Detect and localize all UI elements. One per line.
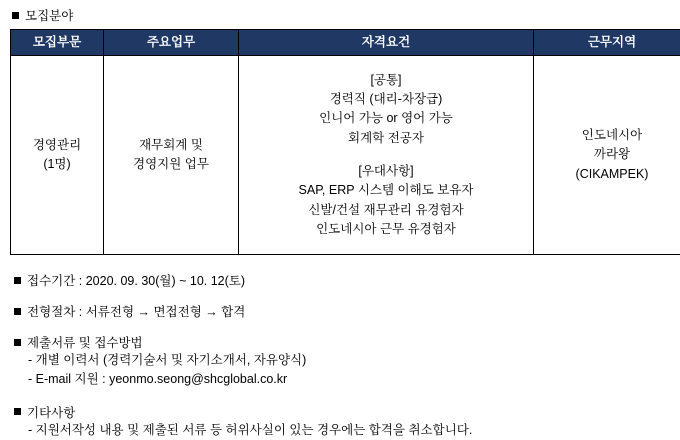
column-header-location: 근무지역	[534, 30, 680, 56]
note-title-row	[14, 271, 670, 289]
division-line-2: (1명)	[15, 155, 99, 174]
note-title-row	[14, 302, 670, 320]
note-title-label: 제출서류 및 접수방법	[27, 333, 143, 351]
square-bullet-icon	[14, 408, 21, 415]
table-row	[11, 56, 680, 255]
requirements-line-3: 인니어 가능 or 영어 가능	[243, 109, 529, 128]
location-line-2: 까라왕	[538, 145, 680, 164]
note-title-label: 기타사항	[27, 403, 75, 421]
location-line-1: 인도네시아	[538, 126, 680, 145]
note-submission-documents	[14, 333, 670, 390]
column-header-duties: 주요업무	[104, 30, 239, 56]
note-other-matters	[14, 403, 670, 440]
note-title-label: 접수기간 : 2020. 09. 30(월) ~ 10. 12(토)	[27, 271, 245, 289]
requirements-line-2: 경력직 (대리-차장급)	[243, 90, 529, 109]
requirements-line-6: [우대사항]	[243, 162, 529, 181]
note-title-label: 전형절차 : 서류전형 → 면접전형 → 합격	[27, 302, 245, 320]
note-line-email: - E-mail 지원 : yeonmo.seong@shcglobal.co.kr	[28, 370, 670, 389]
column-header-requirements: 자격요건	[239, 30, 534, 56]
requirements-line-9: 인도네시아 근무 유경험자	[243, 220, 529, 239]
cell-location	[534, 56, 680, 255]
recruit-table	[10, 29, 680, 255]
requirements-line-8: 신발/건설 재무관리 유경험자	[243, 201, 529, 220]
table-header-row	[11, 30, 680, 56]
square-bullet-icon	[14, 339, 21, 346]
note-title-row	[14, 403, 670, 421]
location-line-3: (CIKAMPEK)	[538, 165, 680, 184]
section-heading-recruit-field	[12, 6, 670, 24]
note-line-resume: - 개별 이력서 (경력기술서 및 자기소개서, 자유양식)	[28, 351, 670, 370]
note-application-period	[14, 271, 670, 289]
requirements-spacer	[243, 148, 529, 162]
square-bullet-icon	[14, 308, 21, 315]
requirements-line-1: [공통]	[243, 71, 529, 90]
cell-requirements	[239, 56, 534, 255]
notes-section	[10, 271, 670, 440]
duties-line-1: 재무회계 및	[108, 136, 234, 155]
note-line-disclaimer: - 지원서작성 내용 및 제출된 서류 등 허위사실이 있는 경우에는 합격을 취소합니다.	[28, 421, 670, 440]
square-bullet-icon	[12, 12, 19, 19]
note-title-row	[14, 333, 670, 351]
table-header	[11, 30, 680, 56]
requirements-line-4: 회계학 전공자	[243, 129, 529, 148]
square-bullet-icon	[14, 277, 21, 284]
cell-duties	[104, 56, 239, 255]
column-header-division: 모집부문	[11, 30, 104, 56]
section-heading-label: 모집분야	[25, 6, 73, 24]
duties-line-2: 경영지원 업무	[108, 155, 234, 174]
requirements-line-7: SAP, ERP 시스템 이해도 보유자	[243, 181, 529, 200]
table-body	[11, 56, 680, 255]
division-line-1: 경영관리	[15, 136, 99, 155]
cell-division	[11, 56, 104, 255]
note-selection-process	[14, 302, 670, 320]
